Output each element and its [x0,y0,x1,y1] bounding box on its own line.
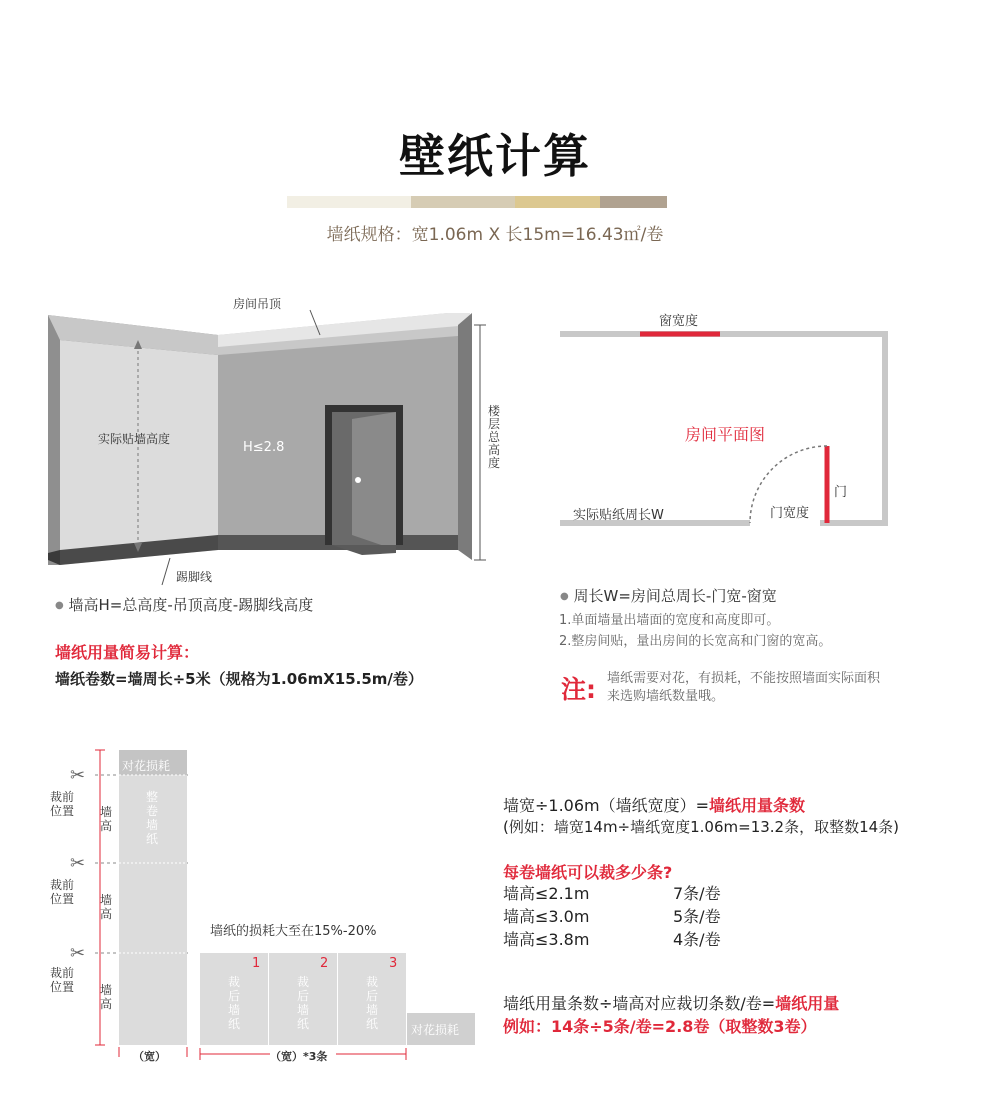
formula-example-1: (例如：墙宽14m÷墙纸宽度1.06m=13.2条，取整数14条) [503,818,900,836]
left-wall [60,330,218,565]
color-bars [287,196,667,208]
formula-line-1: 墙宽÷1.06m（墙纸宽度）=墙纸用量条数 [503,796,806,815]
cut-position-label: 裁前 位置 [50,790,75,818]
wall-height-label: 墙 高 [100,893,113,921]
cut-table [503,882,721,951]
formula-line-3: 墙纸用量条数÷墙高对应裁切条数/卷=墙纸用量 [503,994,840,1013]
note-line-1: 墙纸需要对花，有损耗，不能按照墙面实际面积 [607,671,881,686]
wall-height-label: 墙 高 [100,983,113,1011]
cut-piece-label: 裁 后 墙 纸 [366,975,379,1031]
page-title: 壁纸计算 [399,129,591,183]
plan-tip-1: 1.单面墙量出墙面的宽度和高度即可。 [559,613,780,628]
cut-piece-label: 裁 后 墙 纸 [228,975,241,1031]
plan-tip-2: 2.整房间贴，量出房间的长宽高和门窗的宽高。 [559,634,832,649]
scissors-icon: ✂ [70,853,86,874]
perimeter-formula: ● 周长W=房间总周长-门宽-窗宽 [560,587,777,605]
width-label: （宽） [133,1050,166,1063]
scissors-icon: ✂ [70,943,86,964]
actual-height-label: 实际贴墙高度 [98,432,171,446]
side-waste-label: 对花损耗 [411,1023,460,1037]
color-bar [600,196,667,208]
perimeter-label: 实际贴纸周长W [573,508,664,523]
door-width-label: 门宽度 [770,506,810,521]
piece-number: 1 [252,956,261,971]
width-x3-label: （宽）*3条 [270,1050,328,1063]
note-line-2: 来选购墙纸数量哦。 [607,689,725,704]
cut-piece-label: 裁 后 墙 纸 [297,975,310,1031]
whole-roll-label: 整 卷 墙 纸 [146,790,159,846]
baseboard-label: 踢脚线 [176,570,213,584]
right-wall-edge [458,313,472,560]
piece-number: 2 [320,956,329,971]
ceiling-label: 房间吊顶 [233,297,282,311]
window-width-label: 窗宽度 [659,314,699,329]
bullet-dot-icon: ● [560,591,569,602]
formula-example-2: 例如：14条÷5条/卷=2.8卷（取整数3卷） [503,1017,817,1036]
note-mark: 注: [561,675,596,704]
simple-calc-formula: 墙纸卷数=墙周长÷5米（规格为1.06mX15.5m/卷） [55,670,423,688]
wallpaper-spec: 墙纸规格：宽1.06m X 长15m=16.43㎡/卷 [326,225,664,245]
wall-height-label: 墙 高 [100,805,113,833]
simple-calc-title: 墙纸用量简易计算： [55,643,200,662]
cut-table-row: 墙高≤3.0m 5条/卷 [503,907,721,926]
wall-height-formula: ● 墙高H=总高度-吊顶高度-踢脚线高度 [55,596,314,614]
cut-table-row: 墙高≤2.1m 7条/卷 [503,884,721,903]
loss-range-text: 墙纸的损耗大至在15%-20% [210,924,377,939]
piece-number: 3 [389,956,398,971]
question-heading: 每卷墙纸可以裁多少条? [503,863,673,882]
door-knob [355,477,361,483]
color-bar [515,196,600,208]
scissors-icon: ✂ [70,765,86,786]
h-limit-label: H≤2.8 [243,440,285,455]
bullet-dot-icon: ● [55,600,64,611]
total-height-label: 楼 层 总 高 度 [488,404,501,470]
plan-title: 房间平面图 [685,425,766,444]
color-bar [411,196,515,208]
cut-table-row: 墙高≤3.8m 4条/卷 [503,930,721,949]
top-waste-label: 对花损耗 [122,759,171,773]
color-bar [287,196,411,208]
cut-position-label: 裁前 位置 [50,878,75,906]
cut-position-label: 裁前 位置 [50,966,75,994]
door-label: 门 [834,485,848,500]
